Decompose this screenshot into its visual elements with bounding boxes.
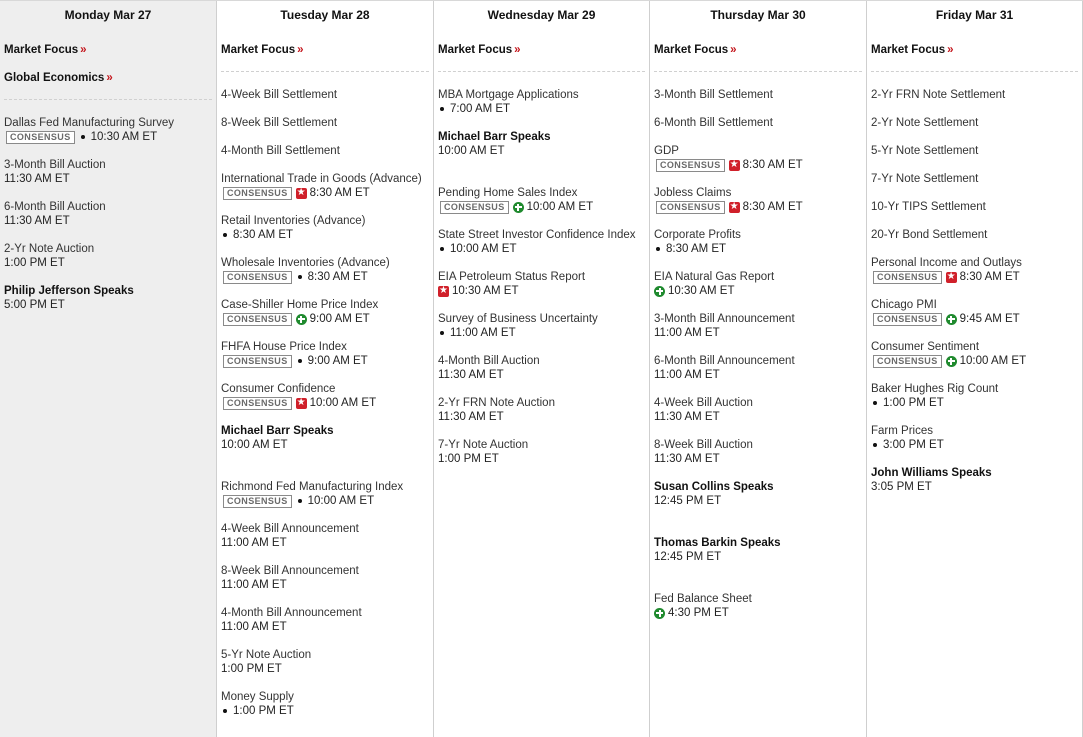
event-name[interactable]: GDP: [654, 145, 679, 157]
event-time: 10:00 AM ET: [526, 201, 594, 213]
event-time-row: [654, 284, 866, 298]
event-time-row: [221, 354, 433, 368]
event-name[interactable]: 6-Month Bill Auction: [4, 201, 106, 213]
star-importance-icon: [296, 188, 307, 199]
event-name[interactable]: FHFA House Price Index: [221, 341, 347, 353]
event-item[interactable]: [217, 88, 433, 102]
event-time: 3:00 PM ET: [883, 439, 944, 451]
event-time-row: [654, 242, 866, 256]
event-item[interactable]: [650, 186, 866, 214]
event-item[interactable]: [217, 214, 433, 242]
event-name[interactable]: 7-Yr Note Auction: [438, 439, 529, 451]
event-name[interactable]: Farm Prices: [871, 425, 933, 437]
event-item[interactable]: [217, 298, 433, 326]
event-time-row: [221, 536, 433, 550]
event-item[interactable]: [217, 340, 433, 368]
event-time-row: [438, 144, 649, 158]
event-time: 8:30 AM ET: [307, 271, 368, 283]
event-time-row: [654, 158, 866, 172]
event-time-row: [221, 578, 433, 592]
event-item[interactable]: [217, 424, 433, 452]
event-time: 1:00 PM ET: [233, 705, 294, 717]
chevron-right-icon: »: [947, 44, 954, 56]
event-time: 11:00 AM ET: [654, 369, 720, 381]
event-name[interactable]: Corporate Profits: [654, 229, 741, 241]
event-item[interactable]: [217, 522, 433, 550]
event-name[interactable]: MBA Mortgage Applications: [438, 89, 579, 101]
event-time: 10:30 AM ET: [452, 285, 519, 297]
event-name[interactable]: Pending Home Sales Index: [438, 187, 578, 199]
event-time-row: [654, 494, 866, 508]
event-item[interactable]: [0, 158, 216, 186]
consensus-badge[interactable]: CONSENSUS: [223, 397, 292, 410]
event-time-row: [438, 284, 649, 298]
event-item[interactable]: [434, 88, 649, 116]
event-item[interactable]: [650, 270, 866, 298]
event-item[interactable]: [867, 340, 1082, 368]
event-name[interactable]: 8-Week Bill Auction: [654, 439, 753, 451]
event-list: [650, 72, 866, 620]
event-time: 8:30 AM ET: [959, 271, 1020, 283]
focus-link[interactable]: [0, 72, 216, 86]
event-time: 10:00 AM ET: [438, 145, 505, 157]
day-header: Monday Mar 27: [64, 8, 152, 22]
day-header: Thursday Mar 30: [710, 8, 806, 22]
event-name[interactable]: Michael Barr Speaks: [438, 131, 551, 143]
focus-link-label: Market Focus: [4, 44, 79, 56]
event-item[interactable]: [434, 186, 649, 214]
event-time: 8:30 AM ET: [233, 229, 294, 241]
event-time: 8:30 AM ET: [309, 187, 370, 199]
event-time-row: [4, 298, 216, 312]
event-name[interactable]: Wholesale Inventories (Advance): [221, 257, 390, 269]
bullet-icon: [298, 359, 302, 363]
event-name[interactable]: Case-Shiller Home Price Index: [221, 299, 379, 311]
event-time: 11:30 AM ET: [4, 215, 70, 227]
event-time: 9:00 AM ET: [309, 313, 370, 325]
consensus-badge[interactable]: CONSENSUS: [223, 355, 292, 368]
event-item[interactable]: [650, 88, 866, 102]
event-time: 1:00 PM ET: [438, 453, 499, 465]
event-name[interactable]: Baker Hughes Rig Count: [871, 383, 999, 395]
plus-importance-icon: [946, 314, 957, 325]
event-name[interactable]: 4-Month Bill Auction: [438, 355, 540, 367]
event-time-row: [438, 200, 649, 214]
event-name[interactable]: 2-Yr Note Auction: [4, 243, 95, 255]
event-time: 10:30 AM ET: [90, 131, 158, 143]
event-name[interactable]: 4-Month Bill Announcement: [221, 607, 362, 619]
event-time-row: [871, 312, 1082, 326]
star-importance-icon: [438, 286, 449, 297]
event-name[interactable]: 8-Week Bill Announcement: [221, 565, 359, 577]
day-header: Friday Mar 31: [935, 8, 1014, 22]
event-time: 8:30 AM ET: [742, 201, 803, 213]
event-item[interactable]: [434, 354, 649, 382]
event-time-row: [654, 452, 866, 466]
event-time-row: [871, 270, 1082, 284]
focus-link[interactable]: [650, 44, 866, 58]
event-item[interactable]: [217, 382, 433, 410]
event-time: 12:45 PM ET: [654, 495, 722, 507]
event-time: 10:00 AM ET: [959, 355, 1027, 367]
event-name[interactable]: Money Supply: [221, 691, 294, 703]
event-item[interactable]: [650, 536, 866, 564]
focus-link[interactable]: [0, 44, 216, 58]
event-item[interactable]: [867, 466, 1082, 494]
event-name[interactable]: 5-Yr Note Auction: [221, 649, 312, 661]
focus-link[interactable]: [867, 44, 1082, 58]
star-importance-icon: [729, 160, 740, 171]
event-name[interactable]: 3-Month Bill Auction: [4, 159, 106, 171]
focus-link[interactable]: [434, 44, 649, 58]
event-time-row: [438, 368, 649, 382]
event-item[interactable]: [434, 396, 649, 424]
bullet-icon: [298, 499, 302, 503]
event-time: 8:30 AM ET: [666, 243, 727, 255]
event-item[interactable]: [650, 480, 866, 508]
event-time-row: [221, 662, 433, 676]
event-item[interactable]: [650, 144, 866, 172]
event-time-row: [871, 480, 1082, 494]
event-time-row: [438, 410, 649, 424]
plus-importance-icon: [513, 202, 524, 213]
event-name[interactable]: Consumer Confidence: [221, 383, 336, 395]
event-item[interactable]: [867, 382, 1082, 410]
day-column: [434, 1, 650, 737]
event-item[interactable]: [650, 312, 866, 340]
event-name[interactable]: Personal Income and Outlays: [871, 257, 1022, 269]
event-time: 12:45 PM ET: [654, 551, 722, 563]
event-time-row: [221, 494, 433, 508]
day-header: Wednesday Mar 29: [487, 8, 596, 22]
bullet-icon: [298, 275, 302, 279]
event-name[interactable]: Susan Collins Speaks: [654, 481, 774, 493]
event-name[interactable]: Michael Barr Speaks: [221, 425, 334, 437]
chevron-right-icon: »: [80, 44, 87, 56]
event-time: 11:00 AM ET: [221, 537, 287, 549]
event-time: 11:00 AM ET: [654, 327, 720, 339]
event-time-row: [221, 270, 433, 284]
event-time: 8:30 AM ET: [742, 159, 803, 171]
chevron-right-icon: »: [514, 44, 521, 56]
event-time-row: [221, 312, 433, 326]
event-name[interactable]: EIA Natural Gas Report: [654, 271, 775, 283]
event-time: 11:30 AM ET: [438, 369, 504, 381]
event-time-row: [221, 438, 433, 452]
event-item[interactable]: [217, 172, 433, 200]
event-item[interactable]: [217, 564, 433, 592]
event-time: 11:30 AM ET: [438, 411, 504, 423]
consensus-badge[interactable]: CONSENSUS: [440, 201, 509, 214]
event-time: 1:00 PM ET: [4, 257, 65, 269]
chevron-right-icon: »: [297, 44, 304, 56]
event-item[interactable]: [434, 438, 649, 466]
event-item[interactable]: [434, 130, 649, 158]
plus-importance-icon: [654, 608, 665, 619]
event-list: [434, 72, 649, 466]
event-time-row: [4, 130, 216, 144]
event-time: 11:30 AM ET: [654, 411, 720, 423]
event-time: 10:00 AM ET: [309, 397, 377, 409]
event-time-row: [438, 242, 649, 256]
event-time-row: [438, 452, 649, 466]
event-name[interactable]: 5-Yr Note Settlement: [871, 145, 979, 157]
event-name[interactable]: 4-Week Bill Auction: [654, 397, 753, 409]
chevron-right-icon: »: [106, 72, 113, 84]
event-item[interactable]: [867, 424, 1082, 452]
event-name[interactable]: 3-Month Bill Announcement: [654, 313, 795, 325]
event-time-row: [221, 186, 433, 200]
event-time: 7:00 AM ET: [450, 103, 511, 115]
event-name[interactable]: 7-Yr Note Settlement: [871, 173, 979, 185]
consensus-badge[interactable]: CONSENSUS: [6, 131, 75, 144]
event-name[interactable]: Chicago PMI: [871, 299, 937, 311]
event-name[interactable]: 6-Month Bill Settlement: [654, 117, 773, 129]
star-importance-icon: [946, 272, 957, 283]
star-importance-icon: [296, 398, 307, 409]
event-item[interactable]: [0, 284, 216, 312]
event-name[interactable]: 2-Yr Note Settlement: [871, 117, 979, 129]
day-column: [650, 1, 867, 737]
event-item[interactable]: [867, 200, 1082, 214]
star-importance-icon: [729, 202, 740, 213]
event-time-row: [654, 410, 866, 424]
event-name[interactable]: State Street Investor Confidence Index: [438, 229, 636, 241]
day-column: [217, 1, 434, 737]
consensus-badge[interactable]: CONSENSUS: [223, 495, 292, 508]
event-name[interactable]: 8-Week Bill Settlement: [221, 117, 338, 129]
event-name[interactable]: EIA Petroleum Status Report: [438, 271, 586, 283]
event-time: 9:45 AM ET: [959, 313, 1020, 325]
event-item[interactable]: [434, 270, 649, 298]
event-name[interactable]: 4-Week Bill Settlement: [221, 89, 338, 101]
event-item[interactable]: [434, 312, 649, 340]
event-item[interactable]: [217, 116, 433, 130]
event-time-row: [438, 102, 649, 116]
event-name[interactable]: 4-Month Bill Settlement: [221, 145, 340, 157]
event-item[interactable]: [217, 256, 433, 284]
event-item[interactable]: [0, 200, 216, 228]
event-name[interactable]: Philip Jefferson Speaks: [4, 285, 134, 297]
event-time: 9:00 AM ET: [307, 355, 368, 367]
focus-link-label: Global Economics: [4, 72, 105, 84]
chevron-right-icon: »: [730, 44, 737, 56]
event-time: 11:30 AM ET: [654, 453, 720, 465]
event-name[interactable]: Dallas Fed Manufacturing Survey: [4, 117, 175, 129]
event-time: 11:00 AM ET: [450, 327, 516, 339]
event-time: 11:30 AM ET: [4, 173, 70, 185]
day-column: [0, 1, 217, 737]
event-item[interactable]: [650, 354, 866, 382]
event-item[interactable]: [650, 396, 866, 424]
event-time-row: [654, 606, 866, 620]
event-item[interactable]: [217, 144, 433, 158]
event-name[interactable]: Richmond Fed Manufacturing Index: [221, 481, 404, 493]
event-time: 1:00 PM ET: [221, 663, 282, 675]
event-time: 5:00 PM ET: [4, 299, 65, 311]
consensus-badge[interactable]: CONSENSUS: [873, 313, 942, 326]
event-item[interactable]: [867, 116, 1082, 130]
event-item[interactable]: [867, 228, 1082, 242]
focus-link-label: Market Focus: [221, 44, 296, 56]
event-item[interactable]: [0, 242, 216, 270]
event-time: 10:00 AM ET: [307, 495, 375, 507]
plus-importance-icon: [296, 314, 307, 325]
event-item[interactable]: [650, 116, 866, 130]
event-item[interactable]: [650, 592, 866, 620]
event-list: [0, 100, 216, 312]
event-list: [867, 72, 1082, 494]
event-name[interactable]: Survey of Business Uncertainty: [438, 313, 598, 325]
event-time-row: [871, 396, 1082, 410]
consensus-badge[interactable]: CONSENSUS: [656, 159, 725, 172]
event-time: 10:00 AM ET: [450, 243, 517, 255]
day-header: Tuesday Mar 28: [280, 8, 370, 22]
event-time: 10:30 AM ET: [668, 285, 735, 297]
event-time-row: [654, 200, 866, 214]
event-item[interactable]: [867, 298, 1082, 326]
event-item[interactable]: [650, 228, 866, 256]
event-time-row: [221, 228, 433, 242]
consensus-badge[interactable]: CONSENSUS: [223, 187, 292, 200]
event-name[interactable]: 3-Month Bill Settlement: [654, 89, 773, 101]
event-item[interactable]: [867, 172, 1082, 186]
event-item[interactable]: [217, 648, 433, 676]
event-name[interactable]: 10-Yr TIPS Settlement: [871, 201, 986, 213]
event-name[interactable]: Consumer Sentiment: [871, 341, 980, 353]
event-time: 4:30 PM ET: [668, 607, 729, 619]
event-item[interactable]: [434, 228, 649, 256]
event-time-row: [4, 214, 216, 228]
plus-importance-icon: [654, 286, 665, 297]
event-time-row: [438, 326, 649, 340]
consensus-badge[interactable]: CONSENSUS: [223, 313, 292, 326]
event-time-row: [871, 354, 1082, 368]
event-name[interactable]: 4-Week Bill Announcement: [221, 523, 359, 535]
event-item[interactable]: [867, 256, 1082, 284]
consensus-badge[interactable]: CONSENSUS: [656, 201, 725, 214]
consensus-badge[interactable]: CONSENSUS: [873, 355, 942, 368]
event-item[interactable]: [650, 438, 866, 466]
event-time-row: [654, 368, 866, 382]
event-name[interactable]: Retail Inventories (Advance): [221, 215, 366, 227]
event-time: 11:00 AM ET: [221, 621, 287, 633]
event-item[interactable]: [0, 116, 216, 144]
event-name[interactable]: 6-Month Bill Announcement: [654, 355, 795, 367]
event-name[interactable]: Jobless Claims: [654, 187, 732, 199]
event-name[interactable]: Fed Balance Sheet: [654, 593, 752, 605]
consensus-badge[interactable]: CONSENSUS: [873, 271, 942, 284]
focus-link-label: Market Focus: [438, 44, 513, 56]
event-item[interactable]: [867, 88, 1082, 102]
event-name[interactable]: 2-Yr FRN Note Settlement: [871, 89, 1006, 101]
focus-link[interactable]: [217, 44, 433, 58]
event-time-row: [871, 438, 1082, 452]
event-name[interactable]: International Trade in Goods (Advance): [221, 173, 422, 185]
event-item[interactable]: [217, 480, 433, 508]
event-item[interactable]: [217, 606, 433, 634]
focus-link-label: Market Focus: [654, 44, 729, 56]
day-column: [867, 1, 1083, 737]
bullet-icon: [81, 135, 85, 139]
event-name[interactable]: 2-Yr FRN Note Auction: [438, 397, 555, 409]
event-time-row: [221, 396, 433, 410]
event-item[interactable]: [217, 690, 433, 718]
event-time: 3:05 PM ET: [871, 481, 932, 493]
event-name[interactable]: 20-Yr Bond Settlement: [871, 229, 988, 241]
event-name[interactable]: John Williams Speaks: [871, 467, 992, 479]
event-time-row: [654, 550, 866, 564]
event-time-row: [221, 620, 433, 634]
plus-importance-icon: [946, 356, 957, 367]
event-time-row: [4, 172, 216, 186]
event-time-row: [221, 704, 433, 718]
event-time-row: [4, 256, 216, 270]
event-time: 10:00 AM ET: [221, 439, 288, 451]
event-time: 11:00 AM ET: [221, 579, 287, 591]
focus-link-label: Market Focus: [871, 44, 946, 56]
event-time-row: [654, 326, 866, 340]
event-time: 1:00 PM ET: [883, 397, 944, 409]
event-item[interactable]: [867, 144, 1082, 158]
consensus-badge[interactable]: CONSENSUS: [223, 271, 292, 284]
event-name[interactable]: Thomas Barkin Speaks: [654, 537, 781, 549]
event-list: [217, 72, 433, 718]
